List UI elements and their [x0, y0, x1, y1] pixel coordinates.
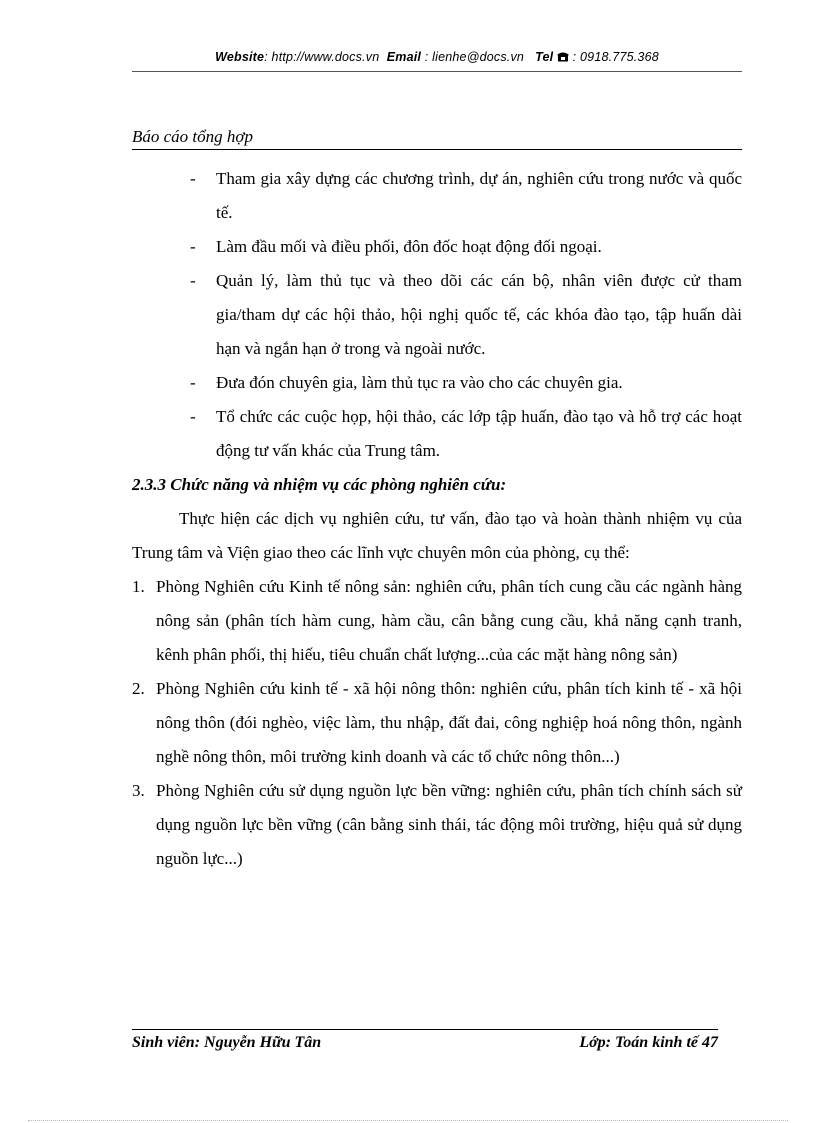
- document-body: [132, 162, 742, 876]
- header-rule: [132, 71, 742, 72]
- numbered-list: [132, 570, 742, 876]
- class-name: Lớp: Toán kinh tế 47: [579, 1034, 718, 1051]
- website-label: Website: [215, 50, 265, 64]
- list-item: [132, 162, 742, 230]
- list-item-text: Phòng Nghiên cứu sử dụng nguồn lực bền vững: nghiên cứu, phân tích chính sách sử dụng nguồn lực bền vững (cân bằng sinh thái, tác động môi trường, hiệu quả sử dụng nguồn lực...): [156, 781, 742, 868]
- section-heading: 2.3.3 Chức năng và nhiệm vụ các phòng nghiên cứu:: [132, 475, 507, 494]
- list-item-text: Phòng Nghiên cứu Kinh tế nông sản: nghiên cứu, phân tích cung cầu các ngành hàng nông sản (phân tích hàm cung, hàm cầu, cân bằng cung cầu, khả năng cạnh tranh, kênh phân phối, thị hiếu, tiêu chuẩn chất lượng...của các mặt hàng nông sản): [156, 577, 742, 664]
- site-header: [132, 50, 742, 64]
- list-item: [132, 264, 742, 366]
- intro-paragraph: Thực hiện các dịch vụ nghiên cứu, tư vấn, đào tạo và hoàn thành nhiệm vụ của Trung tâm và Viện giao theo các lĩnh vực chuyên môn của phòng, cụ thể:: [132, 509, 742, 562]
- list-item-text: Phòng Nghiên cứu kinh tế - xã hội nông thôn: nghiên cứu, phân tích kinh tế - xã hội nông thôn (đói nghèo, việc làm, thu nhập, đất đai, công nghiệp hoá nông thôn, ngành nghề nông thôn, môi trường kinh doanh và các tổ chức nông thôn...): [156, 679, 742, 766]
- list-item: [132, 672, 742, 774]
- list-item-text: Tham gia xây dựng các chương trình, dự án, nghiên cứu trong nước và quốc tế.: [216, 169, 742, 222]
- list-item: [132, 570, 742, 672]
- list-item-text: Tổ chức các cuộc họp, hội thảo, các lớp tập huấn, đào tạo và hỗ trợ các hoạt động tư vấn khác của Trung tâm.: [216, 407, 742, 460]
- tel-label: Tel: [535, 50, 554, 64]
- list-item-text: Làm đầu mối và điều phối, đôn đốc hoạt động đối ngoại.: [216, 237, 602, 256]
- tel-number: : 0918.775.368: [572, 50, 659, 64]
- dash-list: [132, 162, 742, 468]
- footer-rule: [132, 1029, 718, 1030]
- page-edge-divider: [28, 1120, 788, 1121]
- email-address[interactable]: : lienhe@docs.vn: [424, 50, 525, 64]
- title-rule: [132, 149, 742, 150]
- dash-marker: -: [190, 237, 196, 256]
- telephone-icon: [557, 50, 573, 64]
- list-item: [132, 400, 742, 468]
- student-name: Sinh viên: Nguyễn Hữu Tân: [132, 1034, 322, 1051]
- list-item-text: Quản lý, làm thủ tục và theo dõi các cán bộ, nhân viên được cử tham gia/tham dự các hội thảo, hội nghị quốc tế, các khóa đào tạo, tập huấn dài hạn và ngắn hạn ở trong và ngoài nước.: [216, 271, 742, 358]
- report-title: Báo cáo tổng hợp: [132, 127, 253, 146]
- list-item: [132, 230, 742, 264]
- email-label: Email: [386, 50, 422, 64]
- number-marker: 1.: [132, 577, 145, 596]
- list-item: [132, 366, 742, 400]
- list-item-text: Đưa đón chuyên gia, làm thủ tục ra vào cho các chuyên gia.: [216, 373, 623, 392]
- number-marker: 3.: [132, 781, 145, 800]
- dash-marker: -: [190, 407, 196, 426]
- number-marker: 2.: [132, 679, 145, 698]
- dash-marker: -: [190, 271, 196, 290]
- list-item: [132, 774, 742, 876]
- dash-marker: -: [190, 373, 196, 392]
- dash-marker: -: [190, 169, 196, 188]
- website-url[interactable]: : http://www.docs.vn: [264, 50, 380, 64]
